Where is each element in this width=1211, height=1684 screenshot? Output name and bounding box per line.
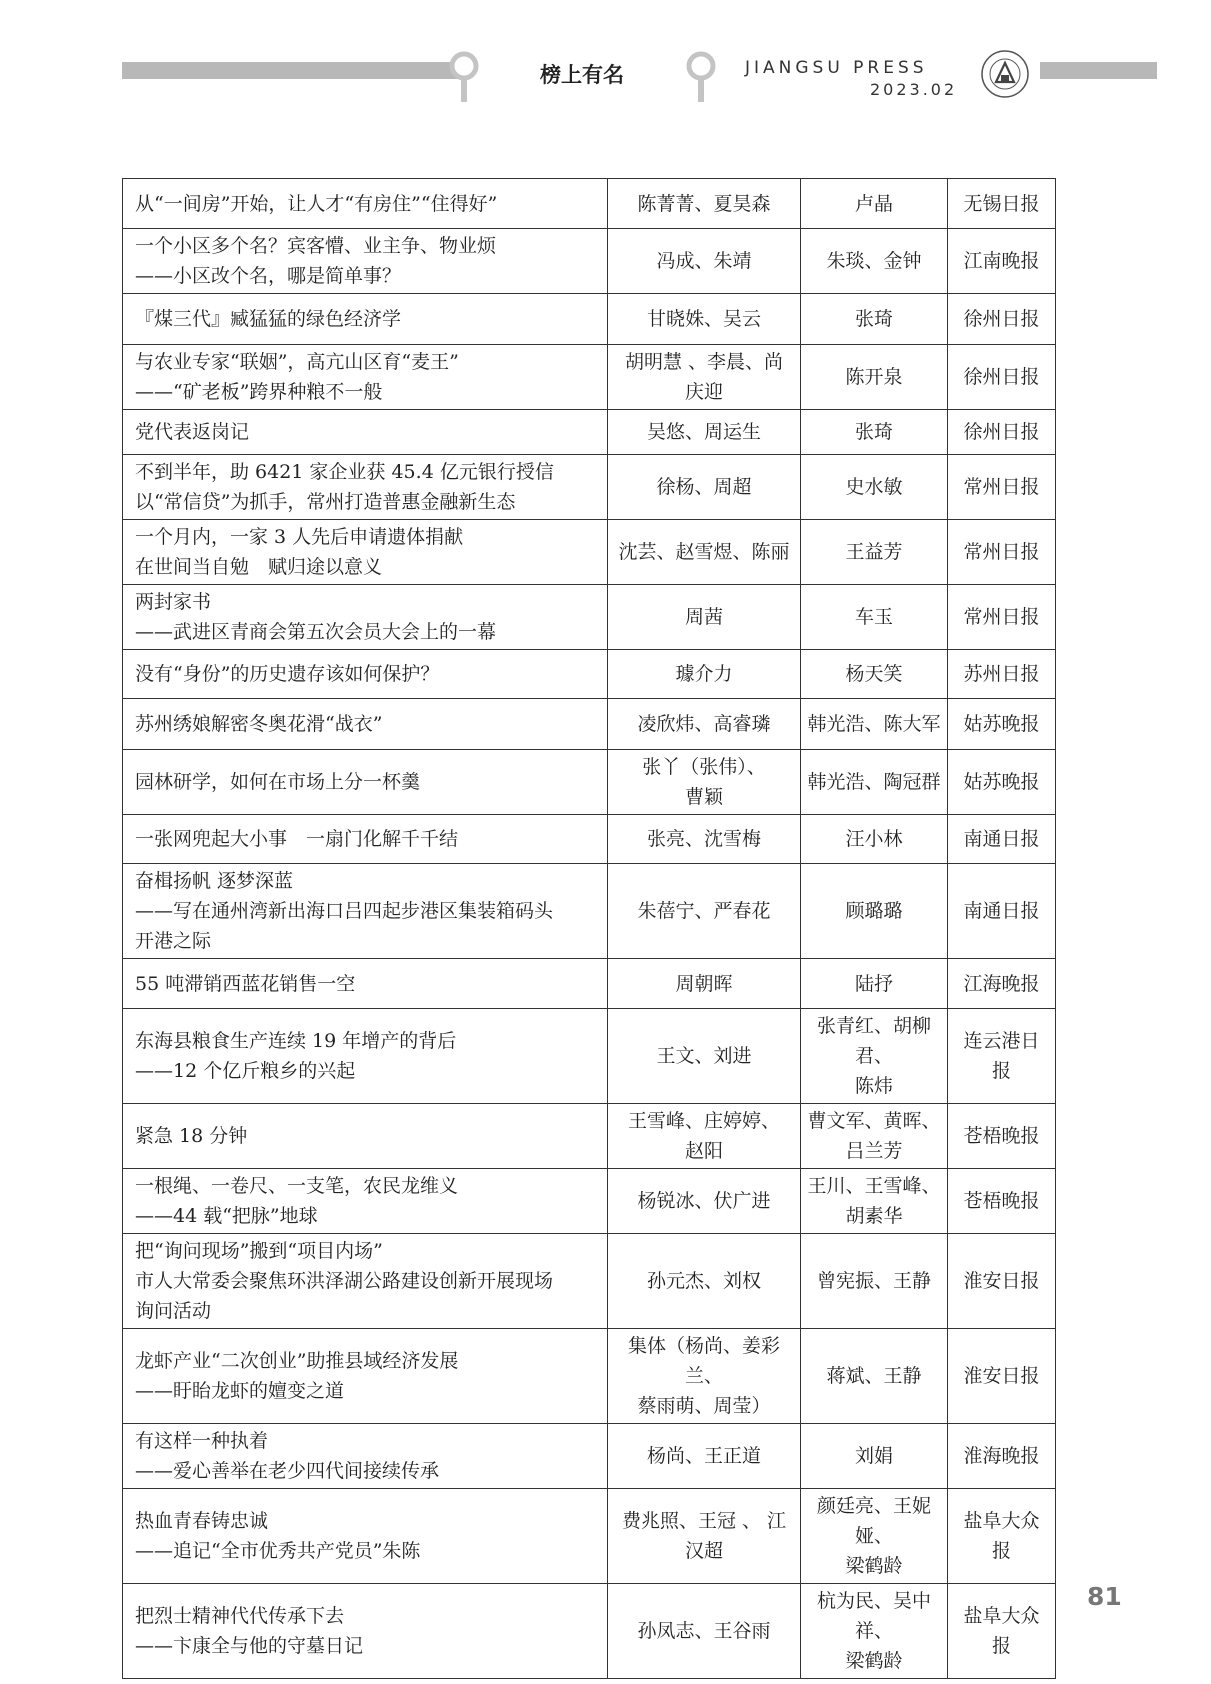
- cell-authors-line: 胡明慧 、李晨、尚: [624, 351, 784, 373]
- cell-publisher: [948, 1424, 1056, 1489]
- cell-publisher-line: 徐州日报: [963, 308, 1040, 330]
- cell-publisher: [948, 1489, 1056, 1584]
- cell-authors: [608, 585, 801, 650]
- table-row: [123, 294, 1056, 345]
- cell-publisher-line: 常州日报: [963, 606, 1040, 628]
- table-row: [123, 1169, 1056, 1234]
- table-row: [123, 179, 1056, 229]
- cell-editors-line: 杭为民、吴中祥、: [816, 1590, 931, 1642]
- cell-editors-line: 卢晶: [854, 192, 893, 215]
- table-row: [123, 1104, 1056, 1169]
- cell-editors: [801, 1009, 948, 1104]
- cell-authors: [608, 959, 801, 1009]
- cell-editors: [801, 520, 948, 585]
- cell-title: [123, 959, 608, 1009]
- cell-authors-line: 蔡雨萌、周莹）: [637, 1395, 771, 1417]
- cell-editors: [801, 1169, 948, 1234]
- cell-authors: [608, 1424, 801, 1489]
- table-row: [123, 1329, 1056, 1424]
- cell-title-line: 把烈士精神代代传承下去: [135, 1605, 345, 1627]
- cell-title: [123, 1234, 608, 1329]
- cell-editors: [801, 345, 948, 410]
- cell-title-line: 两封家书: [135, 591, 212, 613]
- cell-editors-line: 王益芳: [845, 541, 903, 563]
- cell-title-line: ——追记“全市优秀共产党员”朱陈: [135, 1540, 421, 1562]
- cell-authors: [608, 294, 801, 345]
- cell-authors-line: 张亮、沈雪梅: [646, 828, 761, 850]
- cell-title: [123, 179, 608, 229]
- cell-publisher-line: 连云港日: [963, 1030, 1040, 1052]
- cell-editors: [801, 1584, 948, 1679]
- cell-editors-line: 韩光浩、陈大军: [807, 713, 941, 735]
- cell-publisher-line: 苍梧晚报: [963, 1125, 1040, 1147]
- cell-authors: [608, 455, 801, 520]
- cell-publisher-line: 江南晚报: [963, 250, 1040, 272]
- cell-editors-line: 汪小林: [845, 828, 903, 850]
- cell-authors-line: 集体（杨尚、姜彩兰、: [627, 1335, 780, 1387]
- cell-title-line: 苏州绣娘解密冬奥花滑“战衣”: [135, 713, 383, 735]
- table-row: [123, 410, 1056, 455]
- cell-authors: [608, 1009, 801, 1104]
- cell-editors-line: 梁鹤龄: [845, 1650, 903, 1672]
- pin-icon: [448, 50, 480, 105]
- table-row: [123, 650, 1056, 699]
- cell-title: [123, 520, 608, 585]
- cell-authors-line: 赵阳: [684, 1140, 723, 1162]
- table-row: [123, 1009, 1056, 1104]
- cell-title: [123, 410, 608, 455]
- cell-publisher: [948, 345, 1056, 410]
- cell-editors-line: 朱琰、金钟: [826, 250, 922, 272]
- cell-editors: [801, 229, 948, 294]
- cell-editors-line: 车玉: [854, 606, 893, 628]
- cell-title: [123, 815, 608, 864]
- cell-publisher-line: 无锡日报: [963, 192, 1040, 215]
- cell-publisher-line: 苏州日报: [963, 663, 1040, 685]
- cell-editors: [801, 410, 948, 455]
- awards-table: [122, 178, 1056, 1679]
- cell-authors: [608, 1329, 801, 1424]
- cell-title-line: ——爱心善举在老少四代间接续传承: [135, 1460, 440, 1482]
- cell-publisher: [948, 1234, 1056, 1329]
- cell-publisher-line: 盐阜大众: [963, 1605, 1040, 1627]
- cell-authors-line: 孙凤志、王谷雨: [637, 1620, 771, 1642]
- cell-title-line: 与农业专家“联姻”，高亢山区育“麦王”: [135, 351, 459, 373]
- cell-authors-line: 沈芸、赵雪煜、陈丽: [618, 541, 790, 563]
- cell-publisher-line: 江海晚报: [963, 972, 1040, 995]
- cell-authors: [608, 864, 801, 959]
- cell-authors: [608, 520, 801, 585]
- cell-authors-line: 陈菁菁、夏昊森: [637, 192, 771, 215]
- cell-authors-line: 张丫（张伟）、: [642, 756, 766, 778]
- cell-authors-line: 曹颖: [684, 786, 723, 808]
- cell-editors: [801, 650, 948, 699]
- cell-editors-line: 蒋斌、王静: [826, 1365, 922, 1387]
- cell-title: [123, 1584, 608, 1679]
- cell-title-line: ——“矿老板”跨界种粮不一般: [135, 381, 383, 403]
- cell-authors-line: 王雪峰、庄婷婷、: [627, 1110, 780, 1132]
- cell-title-line: 一张网兜起大小事 一扇门化解千千结: [135, 828, 459, 850]
- cell-title-line: 把“询问现场”搬到“项目内场”: [135, 1240, 383, 1262]
- cell-authors-line: 杨尚、王正道: [646, 1445, 761, 1467]
- table-row: [123, 520, 1056, 585]
- cell-editors-line: 张琦: [854, 308, 893, 330]
- cell-title-line: 55 吨滞销西蓝花销售一空: [135, 972, 356, 995]
- cell-authors-line: 王文、刘进: [656, 1045, 752, 1067]
- cell-publisher-line: 淮安日报: [963, 1365, 1040, 1387]
- cell-authors: [608, 229, 801, 294]
- cell-editors: [801, 455, 948, 520]
- cell-authors-line: 孙元杰、刘权: [646, 1270, 761, 1292]
- cell-editors: [801, 699, 948, 750]
- cell-authors: [608, 1584, 801, 1679]
- cell-publisher-line: 徐州日报: [963, 366, 1040, 388]
- cell-editors-line: 韩光浩、陶冠群: [807, 771, 941, 793]
- cell-editors: [801, 1424, 948, 1489]
- cell-authors: [608, 650, 801, 699]
- cell-authors: [608, 179, 801, 229]
- cell-editors: [801, 294, 948, 345]
- cell-title-line: 一根绳、一卷尺、一支笔，农民龙维义: [135, 1175, 459, 1197]
- cell-title: [123, 750, 608, 815]
- cell-title: [123, 455, 608, 520]
- cell-publisher-line: 徐州日报: [963, 421, 1040, 443]
- cell-title-line: 东海县粮食生产连续 19 年增产的背后: [135, 1030, 457, 1052]
- cell-publisher: [948, 294, 1056, 345]
- cell-publisher: [948, 1009, 1056, 1104]
- cell-publisher: [948, 585, 1056, 650]
- cell-publisher: [948, 650, 1056, 699]
- table-row: [123, 229, 1056, 294]
- cell-title: [123, 699, 608, 750]
- cell-title-line: ——44 载“把脉”地球: [135, 1205, 318, 1227]
- cell-publisher: [948, 229, 1056, 294]
- table-row: [123, 585, 1056, 650]
- cell-editors: [801, 1329, 948, 1424]
- cell-publisher: [948, 410, 1056, 455]
- cell-title-line: ——写在通州湾新出海口吕四起步港区集装箱码头: [135, 900, 554, 922]
- cell-editors: [801, 1489, 948, 1584]
- cell-authors: [608, 345, 801, 410]
- cell-title-line: 党代表返岗记: [135, 421, 250, 443]
- cell-title: [123, 1009, 608, 1104]
- cell-title-line: 园林研学，如何在市场上分一杯羹: [135, 771, 421, 793]
- cell-publisher-line: 常州日报: [963, 541, 1040, 563]
- table-row: [123, 345, 1056, 410]
- cell-title-line: 一个小区多个名？宾客懵、业主争、物业烦: [135, 235, 497, 257]
- cell-authors-line: 庆迎: [684, 381, 723, 403]
- cell-title-line: 奋楫扬帆 逐梦深蓝: [135, 870, 294, 892]
- cell-authors-line: 汉超: [684, 1540, 723, 1562]
- cell-publisher: [948, 1329, 1056, 1424]
- cell-publisher-line: 盐阜大众: [963, 1510, 1040, 1532]
- cell-editors: [801, 1234, 948, 1329]
- cell-publisher: [948, 179, 1056, 229]
- cell-publisher-line: 报: [991, 1540, 1011, 1562]
- cell-editors: [801, 815, 948, 864]
- cell-title-line: ——盱眙龙虾的嬗变之道: [135, 1380, 345, 1402]
- cell-authors: [608, 1489, 801, 1584]
- cell-title: [123, 294, 608, 345]
- cell-title: [123, 650, 608, 699]
- cell-title: [123, 864, 608, 959]
- cell-publisher-line: 苍梧晚报: [963, 1190, 1040, 1212]
- table-row: [123, 1234, 1056, 1329]
- table-row: [123, 959, 1056, 1009]
- cell-title-line: 不到半年，助 6421 家企业获 45.4 亿元银行授信: [135, 461, 554, 483]
- cell-publisher-line: 报: [991, 1060, 1011, 1082]
- cell-title: [123, 229, 608, 294]
- cell-editors: [801, 179, 948, 229]
- cell-title-line: 龙虾产业“二次创业”助推县域经济发展: [135, 1350, 459, 1372]
- cell-authors: [608, 750, 801, 815]
- cell-title-line: 在世间当自勉 赋归途以意义: [135, 556, 383, 578]
- cell-editors-line: 颜廷亮、王妮娅、: [816, 1495, 931, 1547]
- section-title: 榜上有名: [540, 63, 624, 87]
- cell-title: [123, 1169, 608, 1234]
- cell-editors-line: 张琦: [854, 421, 893, 443]
- cell-title-line: 『煤三代』臧猛猛的绿色经济学: [135, 308, 402, 330]
- cell-editors-line: 顾璐璐: [845, 900, 903, 922]
- header-rule-right: [1040, 62, 1157, 79]
- cell-title-line: ——卞康全与他的守墓日记: [135, 1635, 364, 1657]
- cell-title: [123, 345, 608, 410]
- cell-editors-line: 刘娟: [854, 1445, 893, 1467]
- header-rule-left: [122, 62, 464, 79]
- cell-authors-line: 周茜: [684, 606, 723, 628]
- cell-authors-line: 周朝晖: [675, 972, 733, 995]
- cell-publisher-line: 南通日报: [963, 900, 1040, 922]
- cell-title-line: 从“一间房”开始，让人才“有房住”“住得好”: [135, 192, 498, 215]
- cell-title-line: 有这样一种执着: [135, 1430, 269, 1452]
- cell-title-line: 一个月内，一家 3 人先后申请遗体捐献: [135, 526, 464, 548]
- cell-editors-line: 王川、王雪峰、: [807, 1175, 941, 1197]
- cell-authors-line: 朱蓓宁、严春花: [637, 900, 771, 922]
- cell-editors: [801, 864, 948, 959]
- cell-authors-line: 吴悠、周运生: [646, 421, 761, 443]
- cell-title: [123, 585, 608, 650]
- cell-title: [123, 1329, 608, 1424]
- cell-publisher: [948, 1169, 1056, 1234]
- cell-authors-line: 冯成、朱靖: [656, 250, 752, 272]
- pin-icon: [685, 50, 717, 105]
- cell-authors-line: 徐杨、周超: [656, 476, 752, 498]
- cell-editors-line: 史水敏: [845, 476, 903, 498]
- cell-publisher: [948, 750, 1056, 815]
- table-row: [123, 1489, 1056, 1584]
- cell-authors: [608, 1104, 801, 1169]
- page-number: 81: [1087, 1582, 1122, 1611]
- cell-publisher: [948, 699, 1056, 750]
- cell-authors: [608, 1234, 801, 1329]
- table-row: [123, 699, 1056, 750]
- cell-editors-line: 陈开泉: [845, 366, 903, 388]
- cell-title-line: 热血青春铸忠诚: [135, 1510, 269, 1532]
- cell-editors-line: 张青红、胡柳君、: [816, 1015, 931, 1067]
- cell-editors-line: 曾宪振、王静: [816, 1270, 931, 1292]
- table-row: [123, 864, 1056, 959]
- cell-authors-line: 甘晓姝、吴云: [646, 308, 761, 330]
- cell-title: [123, 1104, 608, 1169]
- table-row: [123, 1424, 1056, 1489]
- press-name: JIANGSU PRESS: [745, 58, 928, 78]
- cell-authors: [608, 1169, 801, 1234]
- cell-title-line: 以“常信贷”为抓手，常州打造普惠金融新生态: [135, 491, 516, 513]
- cell-authors-line: 杨锐冰、伏广进: [637, 1190, 771, 1212]
- cell-publisher: [948, 1104, 1056, 1169]
- cell-title-line: 市人大常委会聚焦环洪泽湖公路建设创新开展现场: [135, 1270, 554, 1292]
- cell-title-line: 询问活动: [135, 1300, 212, 1322]
- cell-publisher-line: 淮海晚报: [963, 1445, 1040, 1467]
- cell-title-line: ——12 个亿斤粮乡的兴起: [135, 1060, 356, 1082]
- cell-publisher-line: 常州日报: [963, 476, 1040, 498]
- cell-editors-line: 胡素华: [845, 1205, 903, 1227]
- cell-editors-line: 杨天笑: [845, 663, 903, 685]
- cell-publisher: [948, 959, 1056, 1009]
- cell-publisher: [948, 1584, 1056, 1679]
- cell-title-line: ——武进区青商会第五次会员大会上的一幕: [135, 621, 497, 643]
- association-seal-icon: [980, 49, 1030, 99]
- cell-editors-line: 陆抒: [854, 972, 893, 995]
- cell-authors: [608, 699, 801, 750]
- cell-title: [123, 1489, 608, 1584]
- table-row: [123, 815, 1056, 864]
- cell-editors: [801, 585, 948, 650]
- cell-authors: [608, 815, 801, 864]
- cell-authors-line: 费兆照、王冠 、 江: [621, 1510, 787, 1532]
- table-row: [123, 1584, 1056, 1679]
- cell-authors-line: 璩介力: [675, 663, 733, 685]
- cell-authors-line: 凌欣炜、高睿璘: [637, 713, 771, 735]
- table-row: [123, 455, 1056, 520]
- cell-publisher: [948, 520, 1056, 585]
- cell-publisher-line: 姑苏晚报: [963, 713, 1040, 735]
- cell-publisher-line: 淮安日报: [963, 1270, 1040, 1292]
- cell-publisher: [948, 455, 1056, 520]
- cell-title-line: 没有“身份”的历史遗存该如何保护？: [135, 663, 440, 685]
- cell-editors: [801, 959, 948, 1009]
- cell-title: [123, 1424, 608, 1489]
- cell-editors-line: 吕兰芳: [845, 1140, 903, 1162]
- cell-editors-line: 梁鹤龄: [845, 1555, 903, 1577]
- issue-date: 2023.02: [870, 80, 958, 99]
- cell-editors: [801, 750, 948, 815]
- cell-publisher: [948, 864, 1056, 959]
- cell-editors: [801, 1104, 948, 1169]
- cell-title-line: ——小区改个名，哪是简单事？: [135, 265, 402, 287]
- cell-publisher-line: 报: [991, 1635, 1011, 1657]
- cell-editors-line: 陈炜: [854, 1075, 893, 1097]
- cell-title-line: 紧急 18 分钟: [135, 1125, 248, 1147]
- cell-editors-line: 曹文军、黄晖、: [807, 1110, 941, 1132]
- cell-title-line: 开港之际: [135, 930, 212, 952]
- cell-publisher-line: 南通日报: [963, 828, 1040, 850]
- cell-publisher: [948, 815, 1056, 864]
- cell-authors: [608, 410, 801, 455]
- table-row: [123, 750, 1056, 815]
- cell-publisher-line: 姑苏晚报: [963, 771, 1040, 793]
